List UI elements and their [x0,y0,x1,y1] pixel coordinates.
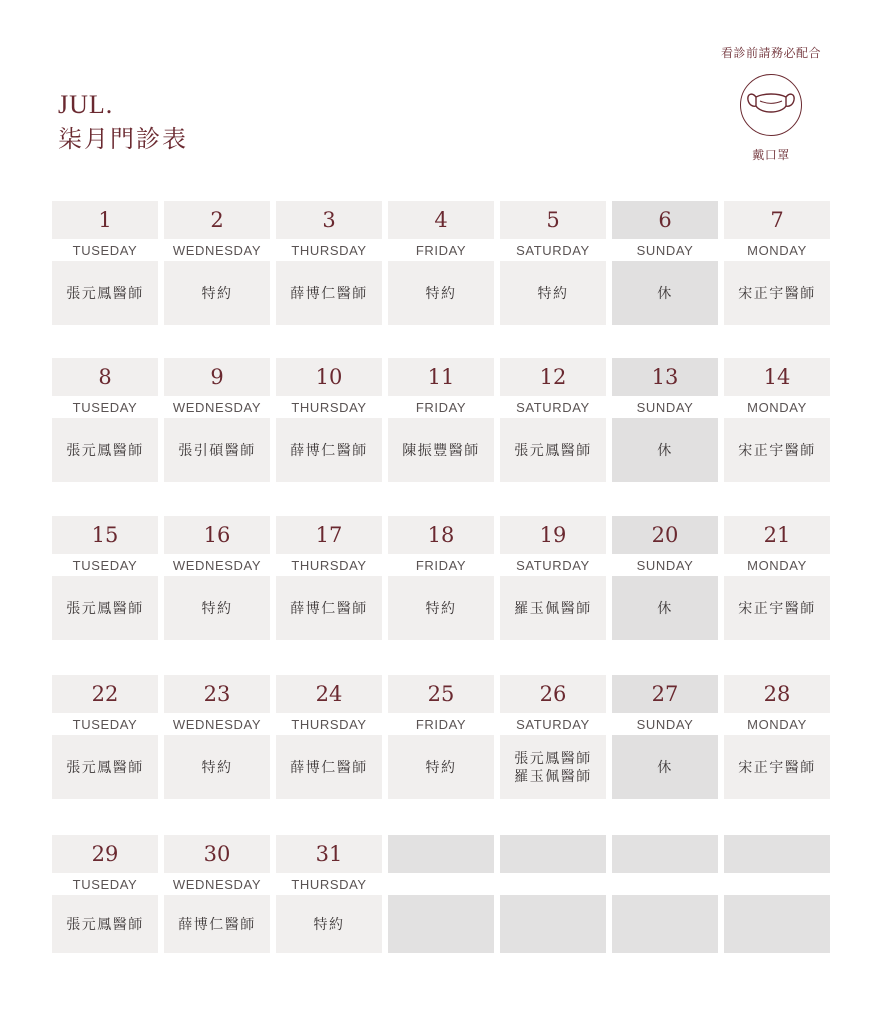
doctor-cell [164,735,270,799]
doctor-name: 薛博仁醫師 [290,600,368,616]
day-number: 29 [52,835,158,873]
closed-cell [612,261,718,325]
weekday-label: THURSDAY [291,242,367,258]
weekday-label: WEDNESDAY [172,399,262,415]
weekday-label: SUNDAY [636,557,694,573]
day-cell [724,201,830,325]
day-number: 28 [724,675,830,713]
doctor-cell [276,895,382,953]
doctor-name: 特約 [313,916,345,932]
day-cell [388,358,494,482]
weekday-label: THURSDAY [291,876,367,892]
empty-cell [388,835,494,953]
doctor-cell [724,576,830,640]
doctor-name: 宋正宇醫師 [738,285,816,301]
day-cell [52,675,158,799]
doctor-cell [52,895,158,953]
day-number: 8 [52,358,158,396]
closed-label: 休 [657,600,673,616]
doctor-cell [724,735,830,799]
weekday-label: SATURDAY [516,242,590,258]
doctor-cell [500,261,606,325]
day-number: 6 [612,201,718,239]
empty-weekday [388,873,494,895]
day-number: 9 [164,358,270,396]
weekday-label: THURSDAY [291,399,367,415]
day-number: 5 [500,201,606,239]
day-number: 18 [388,516,494,554]
doctor-cell [724,418,830,482]
closed-label: 休 [657,285,673,301]
doctor-name: 陳振豐醫師 [402,442,480,458]
weekday-label: THURSDAY [291,557,367,573]
doctor-name: 張元鳳醫師 [514,442,592,458]
weekday-label: FRIDAY [415,716,467,732]
day-number: 14 [724,358,830,396]
mask-notice [715,44,827,163]
day-cell-closed [612,201,718,325]
doctor-name: 張元鳳醫師 [66,285,144,301]
day-cell [164,201,270,325]
day-number: 21 [724,516,830,554]
day-cell [388,516,494,640]
weekday-label: TUSEDAY [72,876,138,892]
day-cell [52,835,158,953]
day-cell-closed [612,675,718,799]
weekday-label: SUNDAY [636,242,694,258]
day-number: 3 [276,201,382,239]
doctor-name: 張元鳳醫師 [66,600,144,616]
weekday-label: SATURDAY [516,399,590,415]
day-cell [164,835,270,953]
doctor-name: 羅玉佩醫師 [514,600,592,616]
doctor-cell [388,735,494,799]
doctor-cell [52,735,158,799]
weekday-label: MONDAY [747,716,807,732]
day-number: 25 [388,675,494,713]
day-cell-closed [612,516,718,640]
weekday-label: TUSEDAY [72,399,138,415]
doctor-name: 張元鳳醫師 [66,916,144,932]
doctor-name: 特約 [425,759,457,775]
doctor-cell [164,895,270,953]
day-cell [164,358,270,482]
day-cell [500,358,606,482]
doctor-cell [388,261,494,325]
closed-label: 休 [657,759,673,775]
empty-doctor-cell [500,895,606,953]
day-number: 31 [276,835,382,873]
doctor-name: 宋正宇醫師 [738,600,816,616]
day-cell [276,516,382,640]
doctor-name: 薛博仁醫師 [290,285,368,301]
doctor-name: 宋正宇醫師 [738,442,816,458]
doctor-name: 特約 [201,285,233,301]
day-cell [276,835,382,953]
weekday-label: SUNDAY [636,716,694,732]
weekday-label: SUNDAY [636,399,694,415]
day-cell [500,516,606,640]
day-cell [52,201,158,325]
empty-day-number [500,835,606,873]
day-number: 20 [612,516,718,554]
day-number: 15 [52,516,158,554]
day-cell [388,201,494,325]
title-block [58,90,188,156]
day-cell [276,675,382,799]
day-number: 17 [276,516,382,554]
doctor-name: 特約 [201,759,233,775]
day-number: 1 [52,201,158,239]
empty-doctor-cell [612,895,718,953]
empty-doctor-cell [388,895,494,953]
doctor-cell [388,418,494,482]
empty-day-number [388,835,494,873]
empty-cell [724,835,830,953]
doctor-name: 薛博仁醫師 [290,442,368,458]
doctor-name: 薛博仁醫師 [178,916,256,932]
doctor-cell [164,261,270,325]
weekday-label: MONDAY [747,399,807,415]
weekday-label: FRIDAY [415,242,467,258]
closed-cell [612,576,718,640]
doctor-cell [164,576,270,640]
doctor-cell [276,735,382,799]
doctor-name: 薛博仁醫師 [290,759,368,775]
doctor-cell [500,735,606,799]
day-cell [724,516,830,640]
weekday-label: WEDNESDAY [172,876,262,892]
closed-label: 休 [657,442,673,458]
doctor-name: 特約 [537,285,569,301]
doctor-cell [388,576,494,640]
mask-notice-text: 看診前請務必配合 [720,46,821,60]
day-cell [388,675,494,799]
day-number: 23 [164,675,270,713]
day-number: 16 [164,516,270,554]
doctor-cell [52,576,158,640]
weekday-label: MONDAY [747,242,807,258]
day-number: 13 [612,358,718,396]
day-cell [52,516,158,640]
closed-cell [612,418,718,482]
doctor-cell [276,261,382,325]
doctor-cell [500,418,606,482]
doctor-name-second: 羅玉佩醫師 [514,768,592,784]
doctor-name: 特約 [425,285,457,301]
empty-weekday [500,873,606,895]
weekday-label: WEDNESDAY [172,557,262,573]
doctor-cell [52,418,158,482]
doctor-name: 張元鳳醫師 [66,442,144,458]
weekday-label: FRIDAY [415,557,467,573]
weekday-label: FRIDAY [415,399,467,415]
day-cell [276,358,382,482]
day-cell [724,675,830,799]
week-row-2 [52,358,830,482]
month-label: JUL. [58,90,114,119]
day-cell [276,201,382,325]
weekday-label: THURSDAY [291,716,367,732]
empty-doctor-cell [724,895,830,953]
week-row-5 [52,835,830,953]
face-mask-icon [740,74,802,136]
weekday-label: WEDNESDAY [172,242,262,258]
day-cell [52,358,158,482]
doctor-cell [276,576,382,640]
doctor-name: 特約 [201,600,233,616]
day-cell [164,675,270,799]
mask-notice-label: 戴口罩 [752,148,790,162]
doctor-name: 特約 [425,600,457,616]
day-cell [500,675,606,799]
day-number: 10 [276,358,382,396]
week-row-4 [52,675,830,799]
empty-cell [500,835,606,953]
day-number: 2 [164,201,270,239]
weekday-label: SATURDAY [516,557,590,573]
day-cell [500,201,606,325]
week-row-1 [52,201,830,325]
doctor-name: 宋正宇醫師 [738,759,816,775]
empty-weekday [724,873,830,895]
doctor-name: 張元鳳醫師 [514,750,592,766]
day-number: 11 [388,358,494,396]
doctor-name: 張元鳳醫師 [66,759,144,775]
weekday-label: WEDNESDAY [172,716,262,732]
doctor-cell [276,418,382,482]
day-cell-closed [612,358,718,482]
empty-cell [612,835,718,953]
day-number: 27 [612,675,718,713]
empty-weekday [612,873,718,895]
empty-day-number [612,835,718,873]
day-number: 22 [52,675,158,713]
weekday-label: TUSEDAY [72,557,138,573]
day-number: 24 [276,675,382,713]
weekday-label: TUSEDAY [72,242,138,258]
weekday-label: TUSEDAY [72,716,138,732]
doctor-cell [724,261,830,325]
day-number: 30 [164,835,270,873]
doctor-cell [164,418,270,482]
day-number: 19 [500,516,606,554]
doctor-cell [52,261,158,325]
day-number: 26 [500,675,606,713]
doctor-name: 張引碩醫師 [178,442,256,458]
day-number: 7 [724,201,830,239]
week-row-3 [52,516,830,640]
day-cell [164,516,270,640]
closed-cell [612,735,718,799]
page-title: 柒月門診表 [58,125,188,153]
weekday-label: SATURDAY [516,716,590,732]
day-number: 4 [388,201,494,239]
doctor-cell [500,576,606,640]
weekday-label: MONDAY [747,557,807,573]
day-cell [724,358,830,482]
day-number: 12 [500,358,606,396]
empty-day-number [724,835,830,873]
